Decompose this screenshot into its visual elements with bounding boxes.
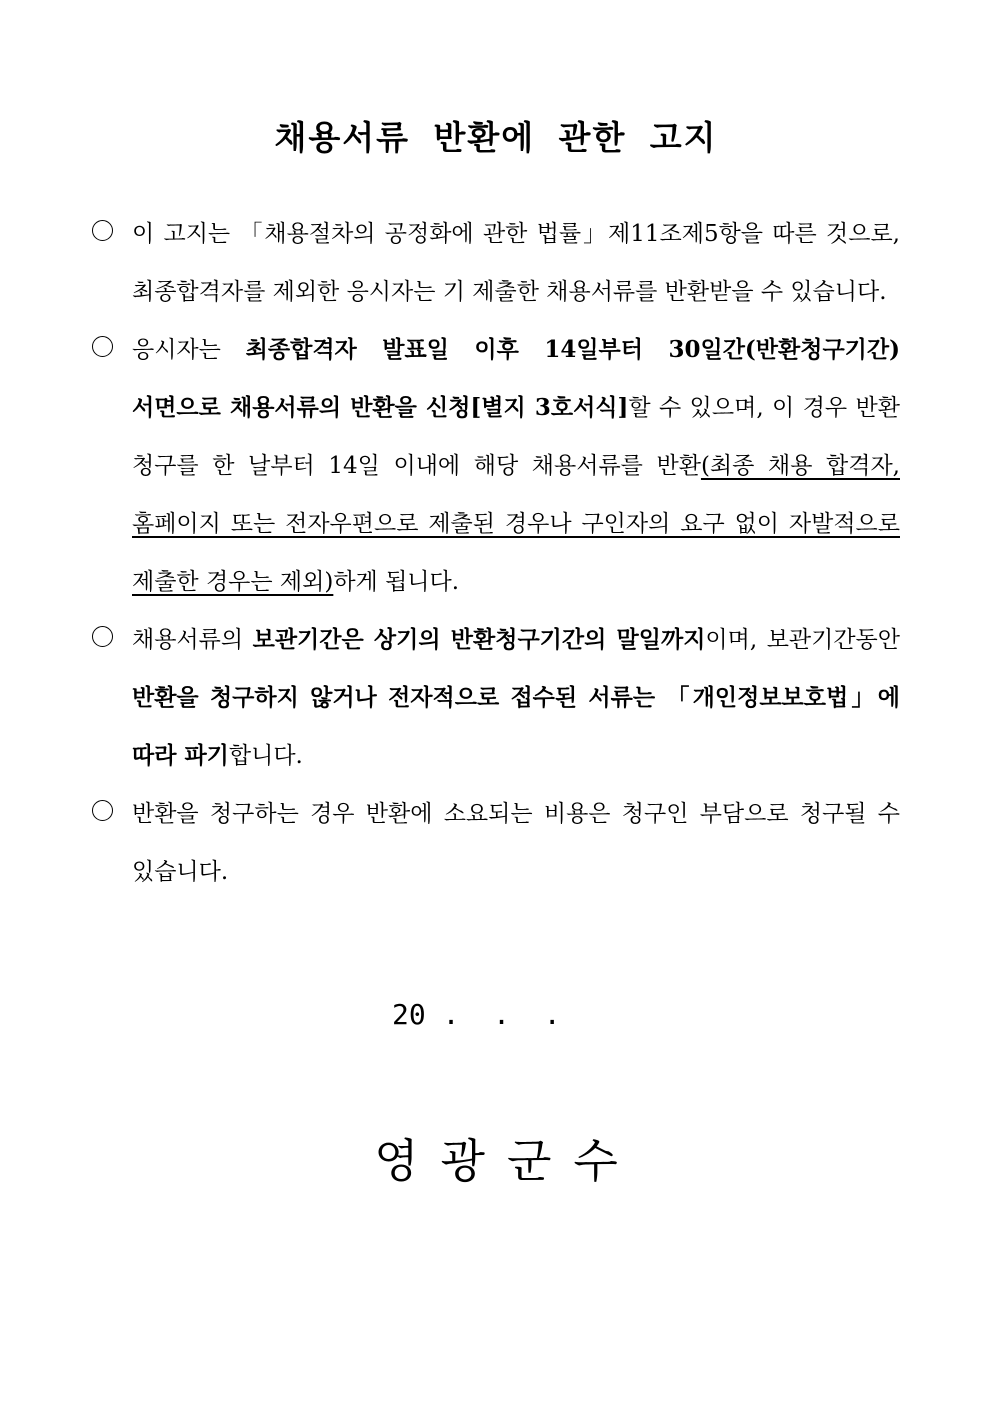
notice-text: [132, 221, 900, 305]
notice-segment-normal: 합니다.: [228, 743, 303, 769]
notice-text: [132, 627, 900, 769]
notice-item: [92, 611, 900, 785]
notice-segment-normal: 채용서류의: [132, 627, 253, 653]
notice-segment-normal: 할 수 있으며, 이 경우 반환 청구를 한 날부터 14일 이내에 해당 채용서류를 반환: [132, 395, 900, 479]
circle-bullet-icon: [92, 220, 113, 241]
notice-item: [92, 205, 900, 321]
notice-segment-normal: 하게 됩니다.: [333, 569, 460, 595]
notice-item: [92, 785, 900, 901]
notice-list: [92, 205, 900, 901]
notice-text: [132, 801, 900, 885]
notice-segment-normal: 반환을 청구하는 경우 반환에 소요되는 비용은 청구인 부담으로 청구될 수 있습니다.: [132, 801, 900, 885]
circle-bullet-icon: [92, 800, 113, 821]
notice-segment-normal: 이며, 보관기간동안: [705, 627, 900, 653]
document-title: 채용서류 반환에 관한 고지: [274, 118, 718, 157]
date-line: 20 . . .: [392, 998, 561, 1031]
notice-segment-normal: 이 고지는 「채용절차의 공정화에 관한 법률」제11조제5항을 따른 것으로, 최종합격자를 제외한 응시자는 기 제출한 채용서류를 반환받을 수 있습니다.: [132, 221, 900, 305]
notice-segment-bold: 반환을 청구하지 않거나 전자적으로 접수된 서류는 「개인정보보호법」에 따라 파기: [132, 684, 900, 769]
circle-bullet-icon: [92, 336, 113, 357]
notice-item: [92, 321, 900, 611]
notice-segment-bold: 보관기간은 상기의 반환청구기간의 말일까지: [252, 626, 706, 653]
signer-name: 영광군수: [374, 1134, 640, 1188]
notice-segment-bold: 최종합격자 발표일 이후 14일부터 30일간(반환청구기간) 서면으로 채용서류의 반환을 신청[별지 3호서식]: [132, 336, 900, 421]
notice-segment-underline: (최종 채용 합격자, 홈페이지 또는 전자우편으로 제출된 경우나 구인자의 요구 없이 자발적으로 제출한 경우는 제외): [132, 453, 900, 595]
notice-segment-normal: 응시자는: [132, 337, 246, 363]
circle-bullet-icon: [92, 626, 113, 647]
notice-text: [132, 337, 900, 595]
